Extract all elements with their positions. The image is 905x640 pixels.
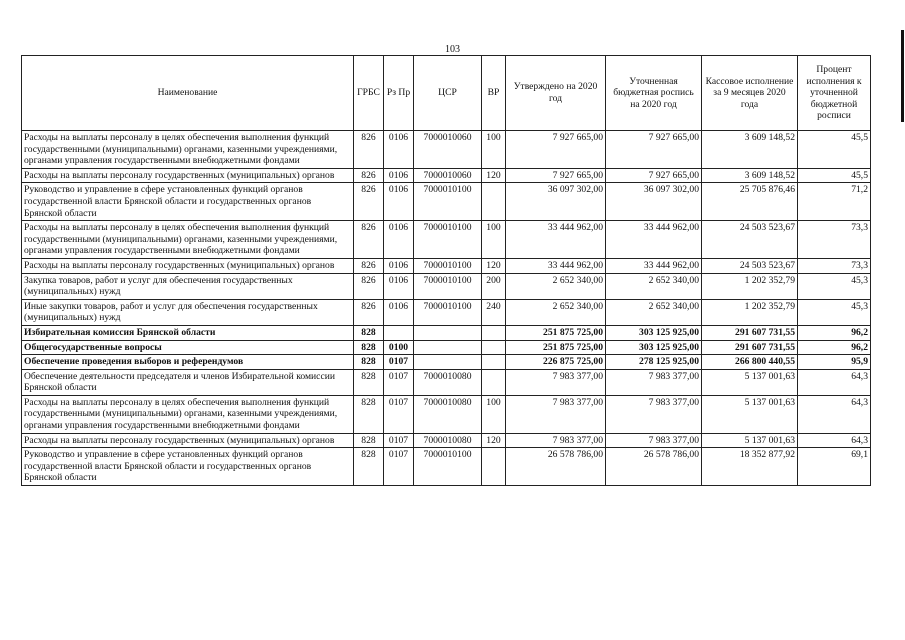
page-number: 103 [445,44,460,55]
cell-approved: 251 875 725,00 [506,325,606,340]
cell-grbs: 828 [354,369,384,395]
cell-vr [482,340,506,355]
col-header-percent: Процент исполнения к уточненной бюджетной росписи [798,56,871,131]
col-header-rzpr: Рз Пр [384,56,414,131]
cell-csr: 7000010060 [414,131,482,169]
cell-csr: 7000010080 [414,395,482,433]
cell-csr: 7000010080 [414,369,482,395]
cell-refined: 7 927 665,00 [606,168,702,183]
cell-name: Расходы на выплаты персоналу в целях обеспечения выполнения функций государственными (муниципальными) органами, казенными учреждениями, органами управления государственными внебюджетными фондами [22,131,354,169]
cell-rzpr: 0106 [384,221,414,259]
cell-refined: 303 125 925,00 [606,325,702,340]
table-row [22,340,871,355]
cell-name: Закупка товаров, работ и услуг для обеспечения государственных (муниципальных) нужд [22,273,354,299]
cell-approved: 7 983 377,00 [506,433,606,448]
cell-approved: 26 578 786,00 [506,448,606,486]
cell-grbs: 826 [354,131,384,169]
cell-grbs: 826 [354,221,384,259]
col-header-approved: Утверждено на 2020 год [506,56,606,131]
cell-name: Расходы на выплаты персоналу государственных (муниципальных) органов [22,258,354,273]
cell-percent: 95,9 [798,355,871,370]
cell-vr: 120 [482,168,506,183]
cell-csr: 7000010060 [414,168,482,183]
cell-csr: 7000010100 [414,183,482,221]
cell-approved: 2 652 340,00 [506,273,606,299]
cell-rzpr: 0106 [384,299,414,325]
cell-rzpr: 0107 [384,395,414,433]
cell-refined: 2 652 340,00 [606,273,702,299]
cell-name: Обеспечение деятельности председателя и членов Избирательной комиссии Брянской области [22,369,354,395]
table-row [22,221,871,259]
cell-grbs: 828 [354,355,384,370]
cell-refined: 2 652 340,00 [606,299,702,325]
cell-executed: 5 137 001,63 [702,369,798,395]
cell-percent: 64,3 [798,395,871,433]
cell-name: Руководство и управление в сфере установленных функций органов государственной власти Брянской области и государственных органов Брянской области [22,183,354,221]
cell-refined: 26 578 786,00 [606,448,702,486]
cell-executed: 18 352 877,92 [702,448,798,486]
table-row [22,131,871,169]
col-header-name: Наименование [22,56,354,131]
table-row [22,448,871,486]
table-header-row [22,56,871,131]
cell-refined: 278 125 925,00 [606,355,702,370]
cell-vr: 100 [482,131,506,169]
cell-percent: 96,2 [798,325,871,340]
cell-rzpr: 0107 [384,355,414,370]
table-row [22,299,871,325]
cell-grbs: 826 [354,183,384,221]
cell-approved: 251 875 725,00 [506,340,606,355]
cell-rzpr: 0106 [384,183,414,221]
cell-percent: 73,3 [798,221,871,259]
col-header-grbs: ГРБС [354,56,384,131]
cell-vr: 240 [482,299,506,325]
cell-csr [414,325,482,340]
cell-name: Иные закупки товаров, работ и услуг для обеспечения государственных (муниципальных) нужд [22,299,354,325]
cell-executed: 266 800 440,55 [702,355,798,370]
cell-name: Общегосударственные вопросы [22,340,354,355]
cell-rzpr: 0106 [384,273,414,299]
cell-approved: 7 983 377,00 [506,395,606,433]
scan-edge-mark [901,30,904,122]
cell-approved: 36 097 302,00 [506,183,606,221]
table-row [22,395,871,433]
cell-vr: 200 [482,273,506,299]
cell-percent: 64,3 [798,369,871,395]
cell-vr: 100 [482,395,506,433]
col-header-refined: Уточненная бюджетная роспись на 2020 год [606,56,702,131]
cell-percent: 96,2 [798,340,871,355]
cell-vr [482,448,506,486]
cell-grbs: 826 [354,299,384,325]
cell-name: Расходы на выплаты персоналу в целях обеспечения выполнения функций государственными (муниципальными) органами, казенными учреждениями, органами управления государственными внебюджетными фондами [22,395,354,433]
cell-rzpr: 0107 [384,369,414,395]
table-row [22,369,871,395]
cell-approved: 226 875 725,00 [506,355,606,370]
cell-csr: 7000010100 [414,273,482,299]
cell-executed: 24 503 523,67 [702,221,798,259]
cell-percent: 45,3 [798,299,871,325]
cell-refined: 7 983 377,00 [606,395,702,433]
cell-rzpr: 0106 [384,258,414,273]
cell-percent: 45,5 [798,131,871,169]
cell-rzpr: 0100 [384,340,414,355]
cell-refined: 33 444 962,00 [606,221,702,259]
cell-refined: 7 927 665,00 [606,131,702,169]
cell-approved: 33 444 962,00 [506,221,606,259]
table-row [22,258,871,273]
cell-approved: 2 652 340,00 [506,299,606,325]
cell-name: Руководство и управление в сфере установленных функций органов государственной власти Брянской области и государственных органов Брянской области [22,448,354,486]
cell-csr: 7000010100 [414,258,482,273]
cell-grbs: 828 [354,340,384,355]
cell-vr [482,325,506,340]
cell-rzpr: 0107 [384,448,414,486]
cell-vr [482,183,506,221]
cell-executed: 5 137 001,63 [702,395,798,433]
cell-percent: 45,3 [798,273,871,299]
cell-executed: 24 503 523,67 [702,258,798,273]
cell-refined: 36 097 302,00 [606,183,702,221]
cell-vr [482,355,506,370]
cell-rzpr: 0106 [384,131,414,169]
cell-grbs: 826 [354,273,384,299]
table-row [22,355,871,370]
table-row [22,168,871,183]
col-header-executed: Кассовое исполнение за 9 месяцев 2020 года [702,56,798,131]
cell-refined: 33 444 962,00 [606,258,702,273]
cell-name: Избирательная комиссия Брянской области [22,325,354,340]
cell-grbs: 828 [354,433,384,448]
cell-percent: 71,2 [798,183,871,221]
cell-executed: 291 607 731,55 [702,325,798,340]
cell-approved: 7 927 665,00 [506,168,606,183]
cell-rzpr [384,325,414,340]
cell-executed: 3 609 148,52 [702,168,798,183]
cell-approved: 33 444 962,00 [506,258,606,273]
col-header-csr: ЦСР [414,56,482,131]
cell-name: Расходы на выплаты персоналу государственных (муниципальных) органов [22,433,354,448]
cell-csr [414,340,482,355]
cell-vr: 120 [482,433,506,448]
cell-executed: 291 607 731,55 [702,340,798,355]
cell-executed: 5 137 001,63 [702,433,798,448]
cell-grbs: 828 [354,325,384,340]
cell-csr: 7000010100 [414,299,482,325]
cell-executed: 3 609 148,52 [702,131,798,169]
cell-percent: 73,3 [798,258,871,273]
cell-csr: 7000010100 [414,221,482,259]
cell-executed: 25 705 876,46 [702,183,798,221]
cell-percent: 64,3 [798,433,871,448]
cell-grbs: 826 [354,168,384,183]
col-header-vr: ВР [482,56,506,131]
cell-grbs: 826 [354,258,384,273]
cell-refined: 7 983 377,00 [606,433,702,448]
cell-executed: 1 202 352,79 [702,299,798,325]
cell-name: Расходы на выплаты персоналу в целях обеспечения выполнения функций государственными (муниципальными) органами, казенными учреждениями, органами управления государственными внебюджетными фондами [22,221,354,259]
cell-vr: 120 [482,258,506,273]
table-row [22,325,871,340]
cell-vr: 100 [482,221,506,259]
cell-refined: 303 125 925,00 [606,340,702,355]
table-row [22,183,871,221]
cell-vr [482,369,506,395]
cell-name: Расходы на выплаты персоналу государственных (муниципальных) органов [22,168,354,183]
cell-approved: 7 983 377,00 [506,369,606,395]
cell-name: Обеспечение проведения выборов и референдумов [22,355,354,370]
cell-percent: 45,5 [798,168,871,183]
cell-refined: 7 983 377,00 [606,369,702,395]
table-row [22,433,871,448]
cell-rzpr: 0107 [384,433,414,448]
cell-csr: 7000010080 [414,433,482,448]
cell-csr [414,355,482,370]
table-body [22,131,871,486]
table-row [22,273,871,299]
cell-percent: 69,1 [798,448,871,486]
budget-execution-table [21,55,871,486]
cell-approved: 7 927 665,00 [506,131,606,169]
cell-grbs: 828 [354,395,384,433]
cell-rzpr: 0106 [384,168,414,183]
cell-grbs: 828 [354,448,384,486]
cell-executed: 1 202 352,79 [702,273,798,299]
cell-csr: 7000010100 [414,448,482,486]
